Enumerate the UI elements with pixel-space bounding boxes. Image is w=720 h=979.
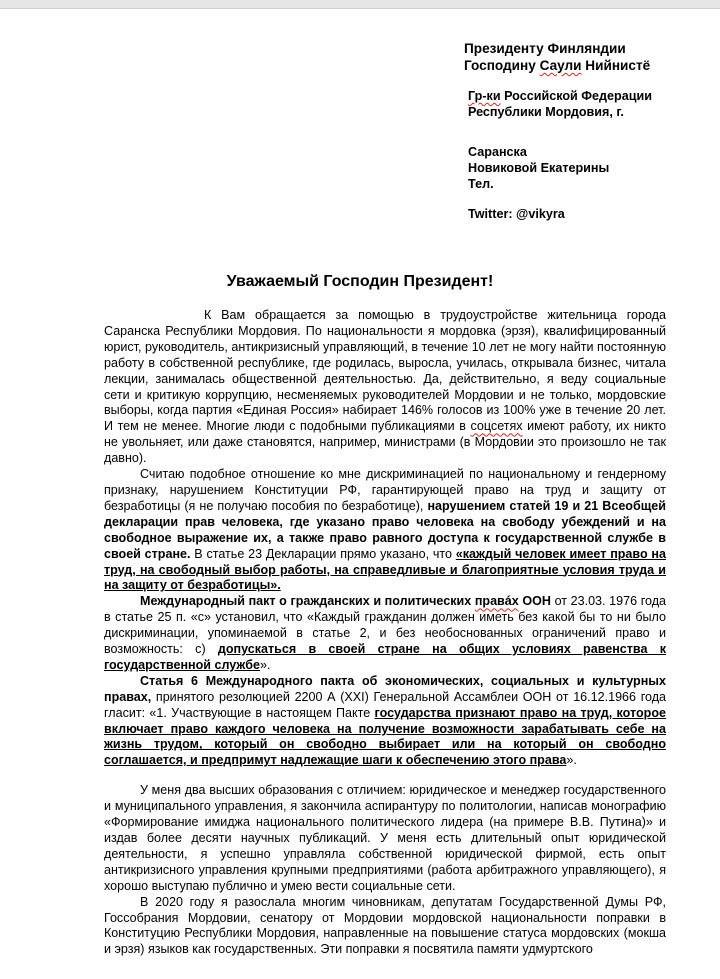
spellcheck-word: правáх (474, 594, 519, 609)
spellcheck-word: Саули (539, 58, 582, 73)
sender-line-1: Гр-ки Российской Федерации (468, 89, 652, 103)
paragraph-4: Статья 6 Международного пакта об экономических, социальных и культурных правах, принятого резолюцией 2200 А (XXI) Генеральной Ассамблеи ООН от 16.12.1966 года гласит: «1. Участвующие в настоящем Пакте государства признают право на труд, которое включает право каждого человека на получение возможности зарабатывать себе на жизнь трудом, который он свободно выбирает или на который он свободно соглашается, и предпримут надлежащие шаги к обеспечению этого права». (104, 673, 666, 768)
paragraph-3: Международный пакт о гражданских и политических правáх ООН от 23.03. 1976 года в статье 25 п. «с» установил, что «Каждый гражданин должен иметь без какой бы то ни было дискриминации, упоминаемой в статье 2, и без необоснованных ограничений право и возможность: с) допускаться в своей стране на общих условиях равенства к государственной службе». (104, 594, 666, 672)
viewer-top-bar (0, 0, 720, 9)
sender-twitter: Twitter: @vikyra (468, 207, 565, 221)
sender-city: Саранска (468, 145, 527, 159)
sender-phone: Тел. (468, 177, 494, 191)
sender-line-2: Республики Мордовия, г. (468, 105, 624, 119)
paragraph-1: К Вам обращается за помощью в трудоустройстве жительница города Саранска Республики Мордовия. По национальности я мордовка (эрзя), квалифицированный юрист, руководитель, антикризисный управляющий, в течение 10 лет не могу найти постоянную работу в собственной республике, где родилась, выросла, училась, открывала бизнес, читала лекции, занималась общественной деятельностью. Да, действительно, я веду социальные сети и критикую коррупцию, несменяемых руководителей Мордовии и не только, мордовские выборы, когда партия «Единая Россия» набирает 146% голосов из 100% уже в течение 20 лет. И тем не менее. Многие люди с подобными публикациями в соцсетях имеют работу, их никто не увольняет, или даже становятся, например, министрами (в Мордовии это произошло не так давно). (104, 308, 666, 466)
spellcheck-word: соцсетях (470, 419, 523, 434)
addressee-line-1: Президенту Финляндии (464, 41, 626, 56)
sender-block (468, 88, 652, 222)
sender-name: Новиковой Екатерины (468, 161, 610, 175)
paragraph-2: Считаю подобное отношение ко мне дискриминацией по национальному и гендерному признаку, нарушением Конституции РФ, гарантирующей право на труд и защиту от безработицы (я не получаю пособия по безработице), нарушением статей 19 и 21 Всеобщей декларации прав человека, где указано право человека на свободу убеждений и на свободное выражение их, а также право равного доступа к государственной службе в своей стране. В статье 23 Декларации прямо указано, что «каждый человек имеет право на труд, на свободный выбор работы, на справедливые и благоприятные условия труда и на защиту от безработицы». (104, 467, 666, 593)
paragraph-5: У меня два высших образования с отличием: юридическое и менеджер государственного и муниципального управления, я закончила аспирантуру по политологии, написав монографию «Формирование имиджа национального политического лидера (на примере В.В. Путина)» и издав более десяти научных публикаций. У меня есть длительный опыт юридической деятельности, я успешно управляла собственной юридической фирмой, есть опыт антикризисного управления крупными предприятиями (работа арбитражного управляющего), я хорошо выступаю публично и умею вести социальные сети. (104, 783, 666, 893)
spellcheck-word: Гр-ки (468, 89, 501, 103)
addressee-block (464, 40, 650, 74)
salutation-heading: Уважаемый Господин Президент! (226, 273, 494, 290)
letter-body (104, 308, 666, 958)
addressee-line-2: Господину Саули Нийнистё (464, 58, 651, 73)
paragraph-6: В 2020 году я разослала многим чиновникам, депутатам Государственной Думы РФ, Госсобрания Мордовии, сенатору от Мордовии мордовской национальности поправки в Конституцию Республики Мордовия, направленные на повышение статуса мордовских (мокша и эрзя) языков как государственных. Эти поправки я посвятила памяти удмуртского (104, 894, 666, 957)
